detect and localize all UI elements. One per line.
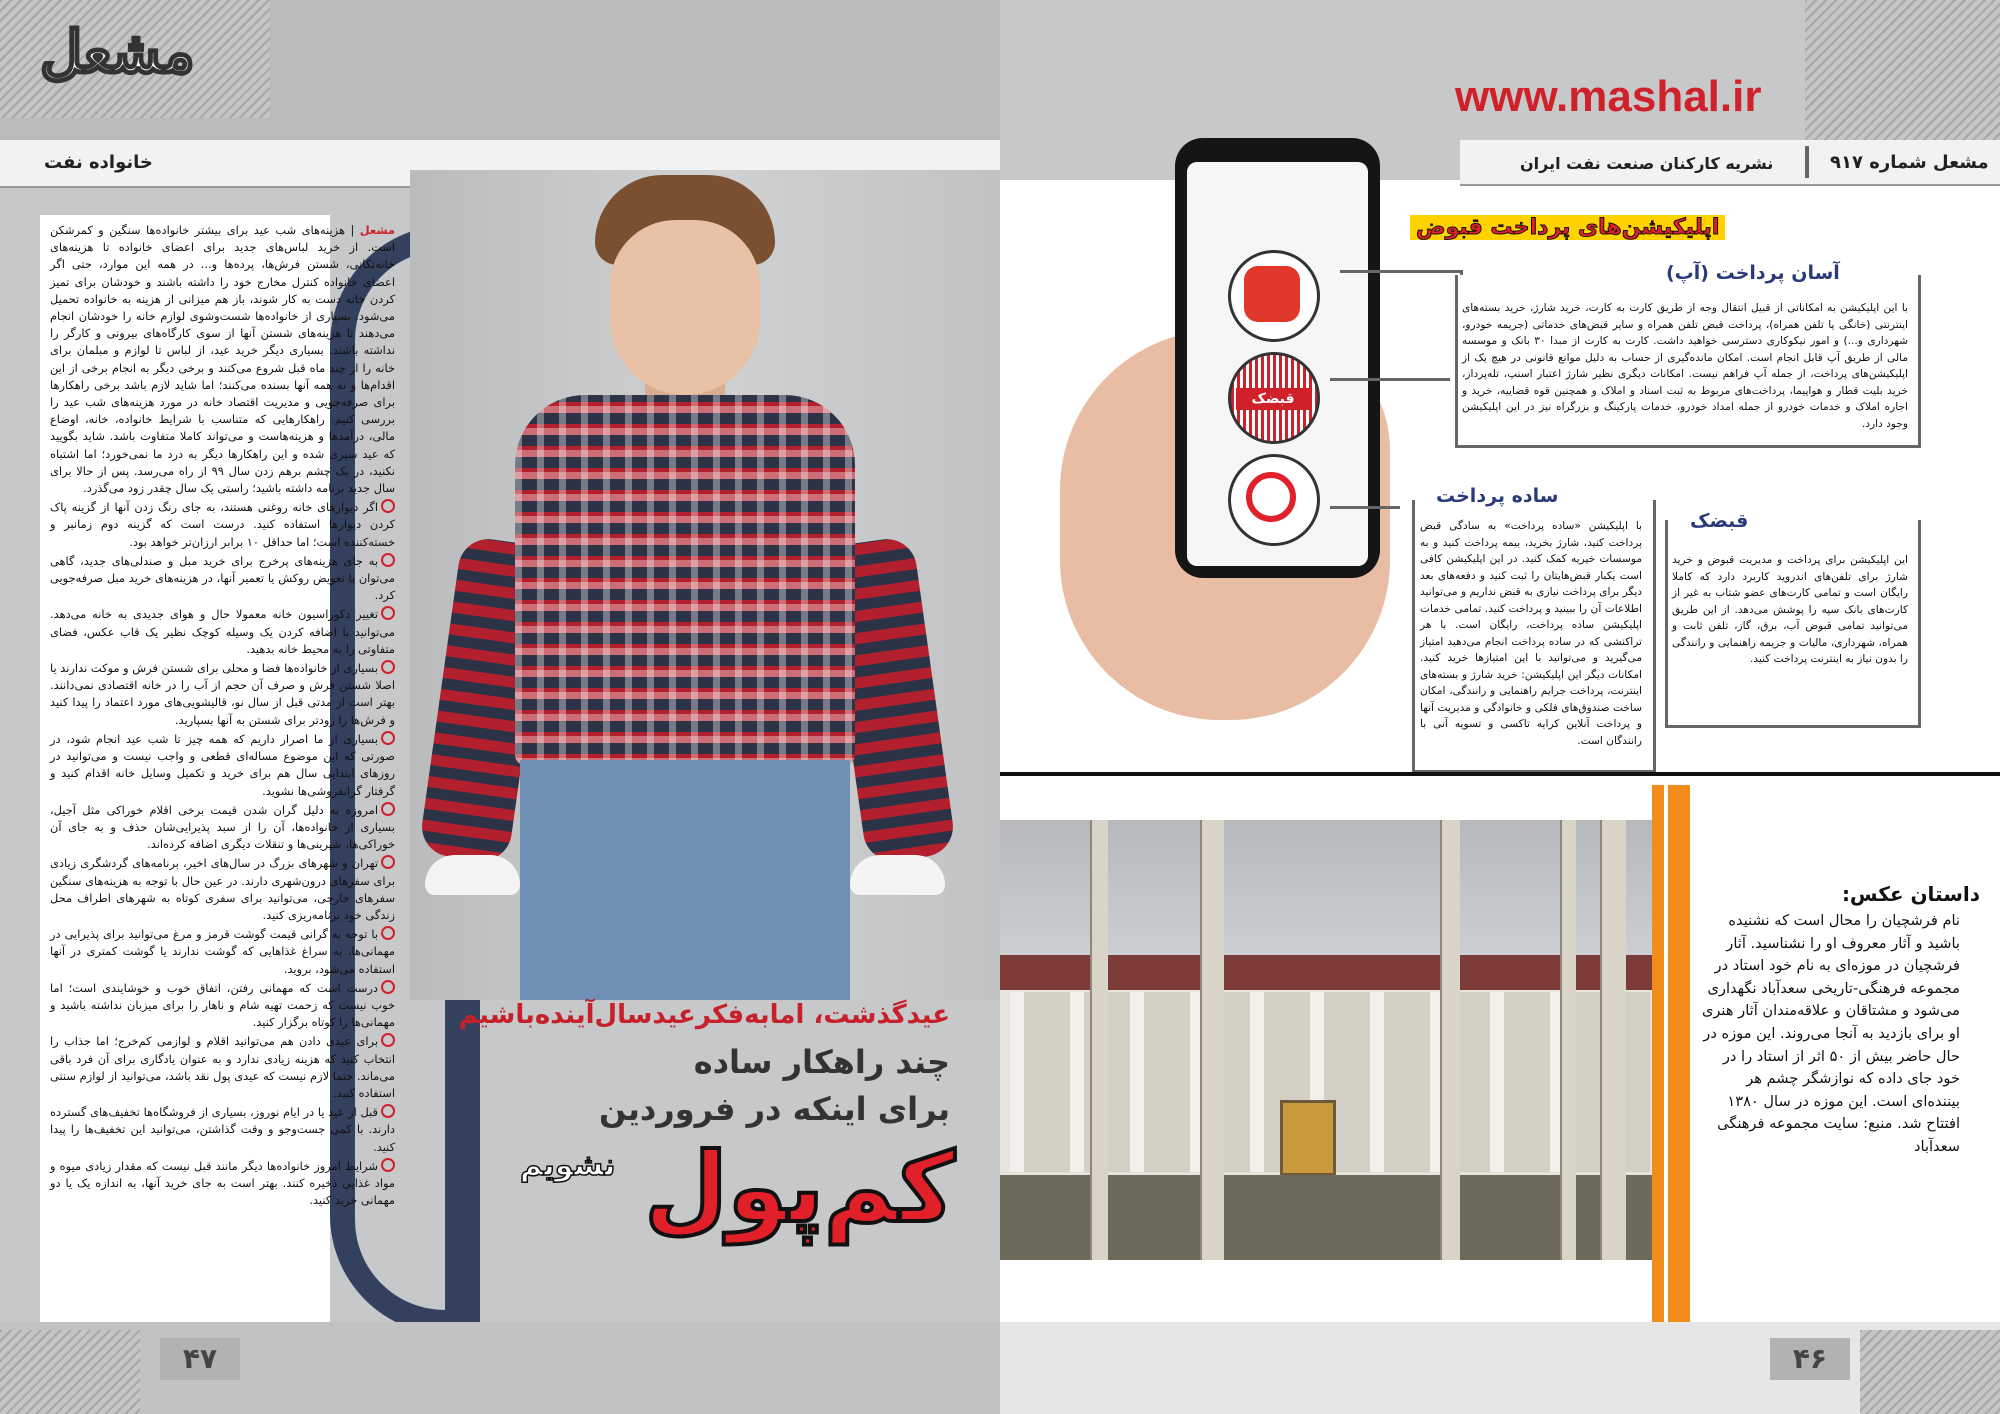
- plane-tree-trunk: [1440, 820, 1460, 1260]
- sadeh-pardakht-text: با اپلیکیشن «ساده پرداخت» به سادگی قبض پرداخت کنید، شارژ بخرید، بیمه پرداخت کنید و به موسسات خیریه کمک کنید. در این اپلیکیشن کافی است یکبار قبض‌هایتان را ثبت کنید و دفعه‌های بعد دیگر برای پرداخت نیازی به قبض نداریم و می‌توانید اطلاعات آن را ببینید و پرداخت کنید. تمامی خدمات اپلیکیشن ساده پرداخت، رایگان است. با هر تراکنشی که در ساده پرداخت انجام می‌دهید امتیاز می‌گیرید و می‌توانید با این امتیازها خرید کنید. امکانات دیگر این اپلیکیشن: خرید شارژ و بسته‌های اینترنت، پرداخت جرایم راهنمایی و رانندگی، امکان ساخت صندوق‌های فلکی و خانوادگی و مدیریت آنها و پرداخت آنلاین کرایه تاکسی و تسویه آنی با رانندگان است.: [1420, 520, 1642, 747]
- headline-line-2: برای اینکه در فروردین: [599, 1090, 950, 1128]
- connector-line: [1330, 378, 1450, 381]
- man-photo-jeans: [520, 760, 850, 1000]
- headline-main: کم‌پول: [644, 1132, 955, 1244]
- headline-line-1: چند راهکار ساده: [693, 1043, 950, 1081]
- red-circle-bullet-icon: [381, 606, 395, 620]
- tip-item: شرایط امروز خانواده‌ها دیگر مانند قبل نیست که مقدار زیادی میوه و مواد غذایی ذخیره کنند. بهتر است به جای خرید آنها، به اندازه یک یا دو مهمانی خرید کنید.: [50, 1158, 395, 1208]
- tip-item: با توجه به گرانی قیمت گوشت قرمز و مرغ می‌توانید برای پذیرایی در مهمانی‌ها، به سراغ غذاهایی که گوشت ندارند یا گوشت کمتری در آنها استفاده می‌شود، بروید.: [50, 927, 395, 976]
- tip-item: بسیاری از ما اصرار داریم که همه چیز تا شب عید انجام شود، در صورتی که این موضوع مساله‌ای قطعی و واجب نیست و می‌توانید در روزهای ابتدایی سال هم برای خرید و تکمیل وسایل خانه اقدام کنید و گرفتار گرانفروشی‌ها نشوید.: [50, 731, 395, 798]
- asan-pardakht-logo-icon: [1244, 266, 1300, 322]
- red-circle-bullet-icon: [381, 980, 395, 994]
- sadeh-pardakht-heading: ساده پرداخت: [1430, 485, 1564, 507]
- empty-pocket-right: [850, 855, 945, 895]
- left-footer-band: [0, 1322, 1000, 1414]
- connector-line: [1330, 506, 1400, 509]
- intro-text: هزینه‌های شب عید برای بیشتر خانواده‌ها سنگین و کمرشکن است. از خرید لباس‌های جدید برای اعضای خانواده تا هزینه‌های خانه‌تکانی، شستن فرش‌ها، پرده‌ها و... در همه این موارد، حتی اگر اعضای خانواده کنترل مخارج خود را داشته باشند و خودشان برای تمیز کردن خانه دست به کار شوند، باز هم میزانی از هزینه به خانواده تحمیل می‌شود. بسیاری از خانواده‌ها شست‌وشوی لوازم خانه را خودشان انجام می‌دهند تا هزینه‌های شستن آنها از سوی کارگاه‌های بیرونی و کارگر را نداشته باشند. بسیاری دیگر خرید عید، از لباس تا لوازم و مبلمان برای خانه را از چند ماه قبل شروع می‌کنند و برخی دیگر به انجام برخی از این اقدام‌ها و نه همه آنها بسنده می‌کنند؛ اما شاید لازم باشد برخی راهکارها برای صرفه‌جویی و مدیریت اقتصاد خانه در مورد هزینه‌های شب عید را بررسی کنیم. راهکارهایی که متناسب با شرایط خانواده، خانه، اوضاع مالی، درآمدها و هزینه‌هاست و می‌تواند کاملا متفاوت باشد. شاید بگویید که عید سپری شده و این راهکارها دیگر به درد ما نمی‌خورد؛ اما اشتباه نکنید، در یک چشم برهم زدن سال ۹۹ از راه می‌رسد. پس از حالا برای سال جدید برنامه داشته باشید؛ راستی یک سال چقدر زود می‌گذرد.: [50, 223, 395, 496]
- photo-story-heading: داستان عکس:: [1841, 882, 1980, 906]
- photo-story-text: نام فرشچیان را محال است که نشنیده باشید و آثار معروف او را نشناسید. آثار فرشچیان در موزه‌ای به نام خود استاد در مجموعه فرهنگی-تاریخی سعدآباد نگهداری می‌شود و مشتاقان و علاقه‌مندان آثار هنری او برای بازدید به آنجا می‌روند. این موزه در حال حاضر بیش از ۵۰ اثر از استاد را در خود جای داده که نوازشگر چشم هر بیننده‌ای است. این موزه در سال ۱۳۸۰ افتتاح شد. منبع: سایت مجموعه فرهنگی سعدآباد: [1701, 912, 1960, 1155]
- red-circle-bullet-icon: [381, 1104, 395, 1118]
- plane-tree-trunk: [1560, 820, 1576, 1260]
- plane-tree-trunk: [1200, 820, 1224, 1260]
- section-divider: [1000, 772, 2000, 776]
- asan-pardakht-heading: آسان پرداخت (آپ): [1660, 262, 1846, 284]
- red-circle-bullet-icon: [381, 499, 395, 513]
- footer-stripe-pattern: [0, 1330, 140, 1414]
- page-number-left: ۴۷: [160, 1338, 240, 1380]
- apps-section-title: اپلیکیشن‌های پرداخت قبوض: [1410, 215, 1725, 240]
- red-circle-bullet-icon: [381, 1158, 395, 1172]
- ghabzak-heading: قبضک: [1684, 510, 1754, 532]
- tip-item: تهران و شهرهای بزرگ در سال‌های اخیر، برنامه‌های گردشگری زیادی برای سفرهای درون‌شهری دارند. در عین حال با توجه به هزینه‌های سنگین سفرهای خارجی، می‌توانید برای سفری کوتاه به شهرهای اطراف محل زندگی خود برنامه‌ریزی کنید.: [50, 856, 395, 922]
- footer-stripe-pattern: [1860, 1330, 2000, 1414]
- headline-main-suffix: نشویم: [520, 1148, 616, 1183]
- red-circle-bullet-icon: [381, 926, 395, 940]
- asan-pardakht-text: با این اپلیکیشن به امکاناتی از قبیل انتقال وجه از طریق کارت به کارت، خرید شارژ، خرید بسته‌های اینترنتی (خانگی یا تلفن همراه)، پرداخت قبض تلفن همراه و سایر قبض‌های خدماتی (جریمه خودرو، شهرداری و...) و امور نیکوکاری دسترسی خواهید داشت. کارت به کارت از مبدا ۳۰ بانک و موسسه مالی از طریق آپ قابل انجام است. امکان مانده‌گیری از حساب به دلیل موانع قانونی در هیچ یک از اپلیکیشن‌های پرداخت، از جمله آپ فراهم نیست. امکانات دیگری نظیر شارژ اعتبار اسنپ، تله‌پرداز، خرید بلیت قطار و هواپیما، پرداخت‌های مربوط به ثبت اسناد و املاک و همچنین قوه قضاییه، خرید و اجاره املاک و خدمات خودرو از جمله امداد خودرو، خدمات پارکینگ و بزرگراه نیز در این اپلیکیشن وجود دارد.: [1462, 302, 1908, 430]
- source-tag: مشعل: [359, 223, 395, 237]
- man-photo-face: [610, 220, 760, 395]
- red-circle-bullet-icon: [381, 660, 395, 674]
- orange-accent-bar: [1668, 785, 1690, 1325]
- orange-accent-bar: [1652, 785, 1664, 1325]
- headline-kicker: عیدگذشت، امابه‌فکرعیدسال‌آینده‌باشیم: [458, 1000, 950, 1030]
- red-circle-bullet-icon: [381, 802, 395, 816]
- tip-item: به جای هزینه‌های پرخرج برای خرید مبل و صندلی‌های جدید، گاهی می‌توان با تعویض روکش یا تعمیر آنها، در هزینه‌های خرید مبل صرفه‌جویی کرد.: [50, 553, 395, 603]
- article-intro: مشعل | هزینه‌های شب عید برای بیشتر خانواده‌ها سنگین و کمرشکن است. از خرید لباس‌های جدید برای اعضای خانواده تا هزینه‌های خانه‌تکانی، شستن فرش‌ها، پرده‌ها و... در همه این موارد، حتی اگر اعضای خانواده کنترل مخارج خود را داشته باشند و خودشان برای تمیز کردن خانه دست به کار شوند، باز هم میزانی از هزینه به خانواده تحمیل می‌شود. بسیاری از خانواده‌ها شست‌وشوی لوازم خانه را خودشان انجام می‌دهند تا هزینه‌های شستن آنها از سوی کارگاه‌های بیرونی و کارگر را نداشته باشند. بسیاری دیگر خرید عید، از لباس تا لوازم و مبلمان برای خانه را از چند ماه قبل شروع می‌کنند و برخی دیگر به انجام برخی از این اقدام‌ها و نه همه آنها بسنده می‌کنند؛ اما شاید لازم باشد برخی راهکارها برای صرفه‌جویی و مدیریت اقتصاد خانه در مورد هزینه‌های شب عید را بررسی کنیم. راهکارهایی که متناسب با شرایط خانواده، خانه، اوضاع مالی، درآمدها و هزینه‌هاست و می‌تواند کاملا متفاوت باشد. شاید بگویید که عید سپری شده و این راهکارها دیگر به درد ما نمی‌خورد؛ اما اشتباه نکنید، در یک چشم برهم زدن سال ۹۹ از راه می‌رسد. پس از حالا برای سال جدید برنامه داشته باشید؛ راستی یک سال چقدر زود می‌گذرد.: [50, 223, 395, 496]
- empty-pocket-left: [425, 855, 520, 895]
- sadeh-pardakht-logo-icon: [1246, 472, 1296, 522]
- page-number-right: ۴۶: [1770, 1338, 1850, 1380]
- man-photo-plaid-shirt: [515, 395, 855, 765]
- right-footer-band: [1000, 1322, 2000, 1414]
- red-circle-bullet-icon: [381, 855, 395, 869]
- tip-item: امروزه به دلیل گران شدن قیمت برخی اقلام خوراکی مثل آجیل، بسیاری از خانواده‌ها، آن را از سبد پذیرایی‌شان حذف و به جای آن خوراکی‌ها، شیرینی‌ها و تنقلات دیگری اضافه کرده‌اند.: [50, 802, 395, 852]
- issue-label: مشعل شماره ۹۱۷: [1830, 152, 1989, 173]
- masthead-separator: [1805, 146, 1809, 178]
- site-url[interactable]: www.mashal.ir: [1455, 72, 1762, 121]
- red-circle-bullet-icon: [381, 731, 395, 745]
- tip-item: اگر دیوارهای خانه روغنی هستند، به جای رنگ زدن آنها از گزینه پاک کردن دیوارها استفاده کنید. درست است که گزینه دوم زمانبر و خسته‌کننده است؛ اما حداقل ۱۰ برابر ارزان‌تر خواهد بود.: [50, 500, 395, 549]
- ghabzak-icon-label: قبضک: [1236, 388, 1310, 410]
- museum-door: [1280, 1100, 1336, 1176]
- section-label: خانواده نفت: [44, 152, 153, 173]
- tip-item: قبل از عید یا در ایام نوروز، بسیاری از فروشگاه‌ها تخفیف‌های گسترده دارند. با کمی جست‌وجو و وقت گذاشتن، می‌توانید این تخفیف‌ها را پیدا کنید.: [50, 1105, 395, 1154]
- ghabzak-text: این اپلیکیشن برای پرداخت و مدیریت قبوض و خرید شارژ برای تلفن‌های اندروید کاربرد دارد که کاملا رایگان است و تمامی کارت‌های عضو شتاب به غیر از کارت‌های بانک سپه را پوشش می‌دهد. از این طریق می‌توانید تمامی قبوض آب، برق، گاز، تلفن ثابت و همراه، شهرداری، مالیات و جریمه راهنمایی و رانندگی را بدون نیاز به اینترنت پرداخت کنید.: [1672, 554, 1908, 665]
- tip-item: درست است که مهمانی رفتن، اتفاق خوب و خوشایندی است؛ اما خوب نیست که زحمت تهیه شام و ناهار را برای میزبان نداشته باشید و مهمانی‌ها را کوتاه برگزار کنید.: [50, 980, 395, 1030]
- connector-line: [1340, 270, 1460, 273]
- article-body: [50, 222, 395, 1282]
- tip-item: بسیاری از خانواده‌ها فضا و محلی برای شستن فرش و موکت ندارند یا اصلا شستن فرش و صرف آن حجم از آب را در خانه اقتصادی نمی‌دانند. بهتر است از مدتی قبل از سال نو، قالیشویی‌های مورد اعتماد را پیدا کنید و فرش‌ها را زودتر برای شستن به آنها بسپارید.: [50, 661, 395, 727]
- plane-tree-trunk: [1090, 820, 1108, 1260]
- mashal-logo: مشعل: [40, 18, 195, 86]
- red-circle-bullet-icon: [381, 553, 395, 567]
- tip-item: تغییر دکوراسیون خانه معمولا حال و هوای جدیدی به خانه می‌دهد. می‌توانید با اضافه کردن یک وسیله کوچک نظیر یک قاب عکس، فضای متفاوتی را به محیط خانه بدهید.: [50, 607, 395, 656]
- publication-name: نشریه کارکنان صنعت نفت ایران: [1520, 154, 1774, 173]
- tip-item: برای عیدی دادن هم می‌توانید اقلام و لوازمی کم‌خرج؛ اما جذاب را انتخاب کنید که هزینه زیادی ندارد و به عنوان یادگاری برای آن فرد باقی می‌ماند. حتما لازم نیست که عیدی پول نقد باشد، می‌توانید از لوازم سنتی استفاده کنید.: [50, 1034, 395, 1100]
- header-stripe-pattern: [1805, 0, 2000, 140]
- plane-tree-trunk: [1600, 820, 1626, 1260]
- red-circle-bullet-icon: [381, 1033, 395, 1047]
